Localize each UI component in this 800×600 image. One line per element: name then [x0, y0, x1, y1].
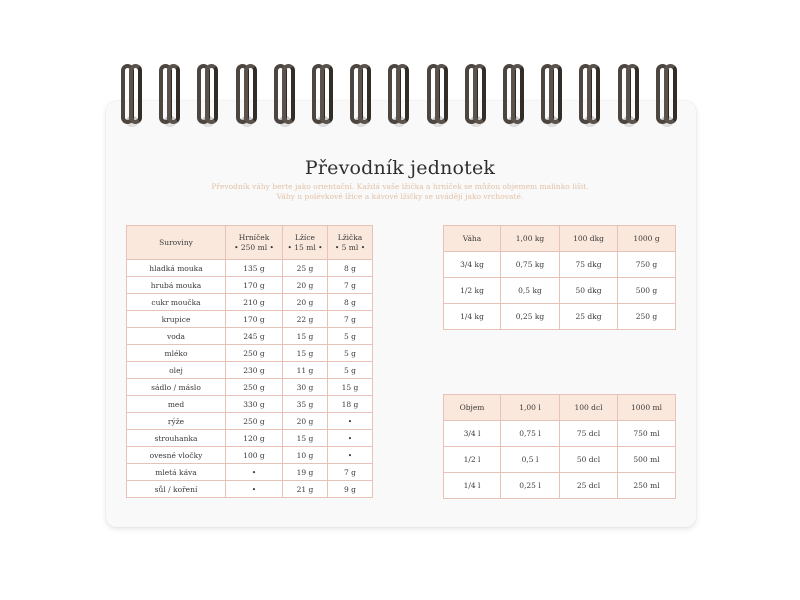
- column-header: 1,00 l: [501, 395, 560, 421]
- value-cell: 50 dcl: [560, 447, 618, 473]
- table-row: [444, 304, 676, 330]
- header-unit: • 5 ml •: [334, 242, 366, 252]
- value-cell: 170 g: [226, 277, 283, 294]
- spiral-ring: [350, 64, 372, 128]
- table-header-row: [444, 395, 676, 421]
- value-cell: 170 g: [226, 311, 283, 328]
- value-cell: 100 g: [226, 447, 283, 464]
- spiral-ring: [541, 64, 563, 128]
- column-header-teaspoon: [328, 226, 373, 260]
- table-header-row: [127, 226, 373, 260]
- table-row: [127, 277, 373, 294]
- value-cell: •: [226, 464, 283, 481]
- table-header-row: [444, 226, 676, 252]
- value-cell: 25 dcl: [560, 473, 618, 499]
- spiral-ring: [427, 64, 449, 128]
- value-cell: 22 g: [283, 311, 328, 328]
- value-cell: 500 g: [618, 278, 676, 304]
- value-cell: 0,5 l: [501, 447, 560, 473]
- value-cell: 0,5 kg: [501, 278, 560, 304]
- row-label-cell: cukr moučka: [127, 294, 226, 311]
- table-row: [444, 473, 676, 499]
- volume-table: [443, 394, 676, 499]
- table-row: [127, 430, 373, 447]
- spiral-ring: [579, 64, 601, 128]
- table-row: [127, 345, 373, 362]
- spiral-ring: [274, 64, 296, 128]
- value-cell: 25 g: [283, 260, 328, 277]
- column-header: 1000 ml: [618, 395, 676, 421]
- value-cell: 75 dcl: [560, 421, 618, 447]
- table-row: [127, 311, 373, 328]
- row-label-cell: med: [127, 396, 226, 413]
- table-row: [127, 328, 373, 345]
- value-cell: 18 g: [328, 396, 373, 413]
- spiral-ring: [656, 64, 678, 128]
- spiral-ring: [465, 64, 487, 128]
- row-label-cell: 1/2 kg: [444, 278, 501, 304]
- value-cell: 0,25 l: [501, 473, 560, 499]
- spiral-binding: [0, 64, 800, 134]
- value-cell: 21 g: [283, 481, 328, 498]
- table-row: [444, 421, 676, 447]
- row-label-cell: mletá káva: [127, 464, 226, 481]
- header-text: Lžíce: [295, 233, 315, 243]
- row-label-cell: 1/2 l: [444, 447, 501, 473]
- table-row: [127, 294, 373, 311]
- value-cell: 15 g: [283, 345, 328, 362]
- header-unit: • 250 ml •: [234, 242, 274, 252]
- value-cell: 5 g: [328, 328, 373, 345]
- row-label-cell: sůl / koření: [127, 481, 226, 498]
- value-cell: 7 g: [328, 311, 373, 328]
- column-header-tablespoon: [283, 226, 328, 260]
- row-label-cell: hladká mouka: [127, 260, 226, 277]
- value-cell: •: [328, 447, 373, 464]
- value-cell: 250 ml: [618, 473, 676, 499]
- table-row: [444, 447, 676, 473]
- table-row: [127, 396, 373, 413]
- table-row: [127, 379, 373, 396]
- value-cell: 9 g: [328, 481, 373, 498]
- column-header: Objem: [444, 395, 501, 421]
- value-cell: 19 g: [283, 464, 328, 481]
- column-header: 100 dcl: [560, 395, 618, 421]
- value-cell: 0,75 kg: [501, 252, 560, 278]
- row-label-cell: 1/4 l: [444, 473, 501, 499]
- value-cell: 25 dkg: [560, 304, 618, 330]
- row-label-cell: olej: [127, 362, 226, 379]
- value-cell: 0,75 l: [501, 421, 560, 447]
- weight-table: [443, 225, 676, 330]
- value-cell: 15 g: [283, 328, 328, 345]
- header-unit: • 15 ml •: [287, 242, 323, 252]
- value-cell: 250 g: [226, 413, 283, 430]
- table-row: [127, 413, 373, 430]
- table-row: [127, 447, 373, 464]
- header-text: Hrníček: [238, 233, 270, 243]
- row-label-cell: sádlo / máslo: [127, 379, 226, 396]
- value-cell: 75 dkg: [560, 252, 618, 278]
- value-cell: 5 g: [328, 362, 373, 379]
- value-cell: 250 g: [226, 345, 283, 362]
- value-cell: 135 g: [226, 260, 283, 277]
- ingredients-table: [126, 225, 373, 498]
- subtitle-line-1: Převodník váhy berte jako orientační. Každá vaše lžička a hrníček se můžou objemem malinko lišit.: [211, 182, 589, 191]
- value-cell: •: [328, 413, 373, 430]
- value-cell: •: [328, 430, 373, 447]
- row-label-cell: 3/4 l: [444, 421, 501, 447]
- value-cell: 35 g: [283, 396, 328, 413]
- table-row: [127, 362, 373, 379]
- column-header: Váha: [444, 226, 501, 252]
- column-header: 1,00 kg: [501, 226, 560, 252]
- row-label-cell: mléko: [127, 345, 226, 362]
- spiral-ring: [618, 64, 640, 128]
- spiral-ring: [236, 64, 258, 128]
- value-cell: •: [226, 481, 283, 498]
- spiral-ring: [388, 64, 410, 128]
- row-label-cell: voda: [127, 328, 226, 345]
- value-cell: 10 g: [283, 447, 328, 464]
- value-cell: 500 ml: [618, 447, 676, 473]
- column-header: 100 dkg: [560, 226, 618, 252]
- spiral-ring: [197, 64, 219, 128]
- value-cell: 20 g: [283, 277, 328, 294]
- value-cell: 245 g: [226, 328, 283, 345]
- spiral-ring: [312, 64, 334, 128]
- header-text: Lžička: [337, 233, 363, 243]
- value-cell: 15 g: [283, 430, 328, 447]
- row-label-cell: hrubá mouka: [127, 277, 226, 294]
- value-cell: 7 g: [328, 277, 373, 294]
- row-label-cell: 3/4 kg: [444, 252, 501, 278]
- value-cell: 250 g: [226, 379, 283, 396]
- table-row: [444, 278, 676, 304]
- row-label-cell: strouhanka: [127, 430, 226, 447]
- value-cell: 20 g: [283, 413, 328, 430]
- subtitle-line-2: Váhy u polévkové lžíce a kávové lžičky se uvádějí jako vrchovaté.: [276, 192, 524, 201]
- column-header-cup: [226, 226, 283, 260]
- value-cell: 8 g: [328, 294, 373, 311]
- header-text: Suroviny: [159, 237, 193, 247]
- spiral-ring: [121, 64, 143, 128]
- value-cell: 50 dkg: [560, 278, 618, 304]
- value-cell: 230 g: [226, 362, 283, 379]
- value-cell: 7 g: [328, 464, 373, 481]
- value-cell: 120 g: [226, 430, 283, 447]
- value-cell: 250 g: [618, 304, 676, 330]
- value-cell: 20 g: [283, 294, 328, 311]
- value-cell: 750 g: [618, 252, 676, 278]
- value-cell: 330 g: [226, 396, 283, 413]
- table-row: [444, 252, 676, 278]
- spiral-ring: [159, 64, 181, 128]
- row-label-cell: krupice: [127, 311, 226, 328]
- spiral-ring: [503, 64, 525, 128]
- table-row: [127, 464, 373, 481]
- value-cell: 15 g: [328, 379, 373, 396]
- table-row: [127, 481, 373, 498]
- column-header-ingredients: [127, 226, 226, 260]
- value-cell: 5 g: [328, 345, 373, 362]
- value-cell: 30 g: [283, 379, 328, 396]
- table-row: [127, 260, 373, 277]
- column-header: 1000 g: [618, 226, 676, 252]
- row-label-cell: 1/4 kg: [444, 304, 501, 330]
- row-label-cell: rýže: [127, 413, 226, 430]
- page-title: Převodník jednotek: [304, 157, 496, 179]
- value-cell: 0,25 kg: [501, 304, 560, 330]
- value-cell: 750 ml: [618, 421, 676, 447]
- row-label-cell: ovesné vločky: [127, 447, 226, 464]
- value-cell: 8 g: [328, 260, 373, 277]
- value-cell: 210 g: [226, 294, 283, 311]
- value-cell: 11 g: [283, 362, 328, 379]
